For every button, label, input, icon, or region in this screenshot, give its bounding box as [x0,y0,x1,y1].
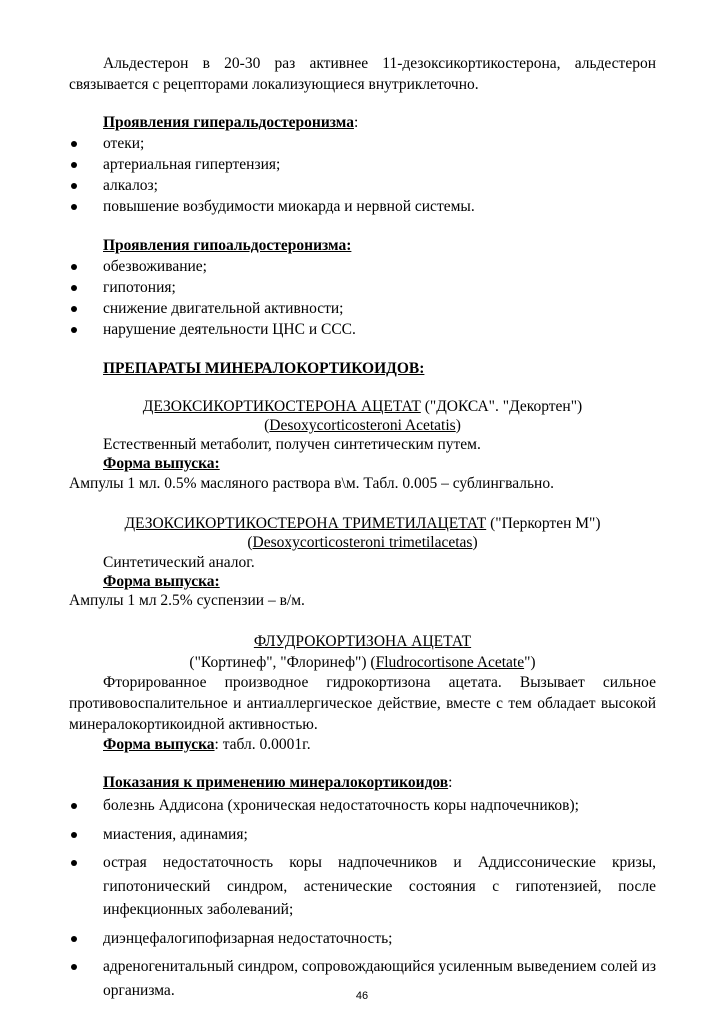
list-item: повышение возбудимости миокарда и нервной системы. [69,196,656,217]
drug3-form: : табл. 0.0001г. [214,736,311,753]
drug3-form-label: Форма выпуска [103,736,215,753]
drug1-form: Ампулы 1 мл. 0.5% масляного раствора в\м. Табл. 0.005 – сублингвально. [69,475,554,492]
intro-paragraph: Альдестерон в 20-30 раз активнее 11-дезоксикортикостерона, альдестерон связывается с рецепторами локализующиеся внутриклеточно. [69,55,656,93]
drug1-name: ДЕЗОКСИКОРТИКОСТЕРОНА АЦЕТАТ [142,398,421,415]
drug3-latin-close: ") [524,654,536,671]
hypo-list [69,256,656,340]
list-item: снижение двигательной активности; [69,298,656,319]
list-item: болезнь Аддисона (хроническая недостаточность коры надпочечников); [69,794,656,818]
list-item: обезвоживание; [69,256,656,277]
list-item: адреногенитальный синдром, сопровождающийся усиленным выведением солей из организма. [69,955,656,1002]
drug2-form-label: Форма выпуска: [103,573,220,590]
hyper-list [69,133,656,217]
drug2-title [69,513,656,534]
list-item: миастения, адинамия; [69,823,656,847]
indications-heading-suffix: : [448,774,453,791]
drug2-trade: ("Перкортен М") [486,515,601,532]
drug1-title [69,396,656,417]
drug3-trade: ("Кортинеф", "Флоринеф") ( [189,654,376,671]
drug1-form-label: Форма выпуска: [103,455,220,472]
hyper-heading [69,112,656,133]
indications-heading [69,772,656,793]
section-title: ПРЕПАРАТЫ МИНЕРАЛОКОРТИКОИДОВ: [103,360,425,377]
hypo-heading: Проявления гипоальдостеронизма: [103,237,352,254]
list-item: отеки; [69,133,656,154]
drug1-description: Естественный метаболит, получен синтетическим путем. [103,436,481,453]
drug2-latin-close: ) [472,534,478,551]
drug2-description: Синтетический аналог. [103,554,255,571]
indications-list [69,794,656,1007]
drug2-latin: Desoxycorticosteroni trimetilacetas [252,534,473,551]
drug1-latin: Desoxycorticosteroni Acetatis [269,417,456,434]
list-item: нарушение деятельности ЦНС и ССС. [69,319,656,340]
hyper-heading-title: Проявления гиперальдостеронизма [103,114,354,131]
drug1-trade: ("ДОКСА". "Декортен") [420,398,583,415]
list-item: диэнцефалогипофизарная недостаточность; [69,927,656,951]
page-number: 46 [355,990,369,1002]
list-item: острая недостаточность коры надпочечников и Аддиссонические кризы, гипотонический синдром, астенические состояния с гипотензией, после инфекционных заболеваний; [69,851,656,922]
list-item: алкалоз; [69,175,656,196]
drug1-latin-close: ) [455,417,461,434]
hyper-heading-suffix: : [353,114,359,131]
drug3-name: ФЛУДРОКОРТИЗОНА АЦЕТАТ [253,633,472,650]
list-item: гипотония; [69,277,656,298]
drug2-form: Ампулы 1 мл 2.5% суспензии – в/м. [69,592,305,609]
drug1-latin-open: ( [264,417,270,434]
drug3-latin: Fludrocortisone Acetate [375,654,525,671]
drug1-latin-line [69,415,656,436]
indications-heading-title: Показания к применению минералокортикоидов [103,774,449,791]
drug2-name: ДЕЗОКСИКОРТИКОСТЕРОНА ТРИМЕТИЛАЦЕТАТ [124,515,487,532]
drug2-latin-line [69,532,656,553]
drug3-form-line [69,734,656,755]
drug2-latin-open: ( [247,534,253,551]
drug3-trade-line [69,652,656,673]
list-item: артериальная гипертензия; [69,154,656,175]
drug3-description: Фторированное производное гидрокортизона ацетата. Вызывает сильное противовоспалительное и антиаллергическое действие, вместе с тем обладает высокой минералокортикоидной активностью. [69,674,656,733]
